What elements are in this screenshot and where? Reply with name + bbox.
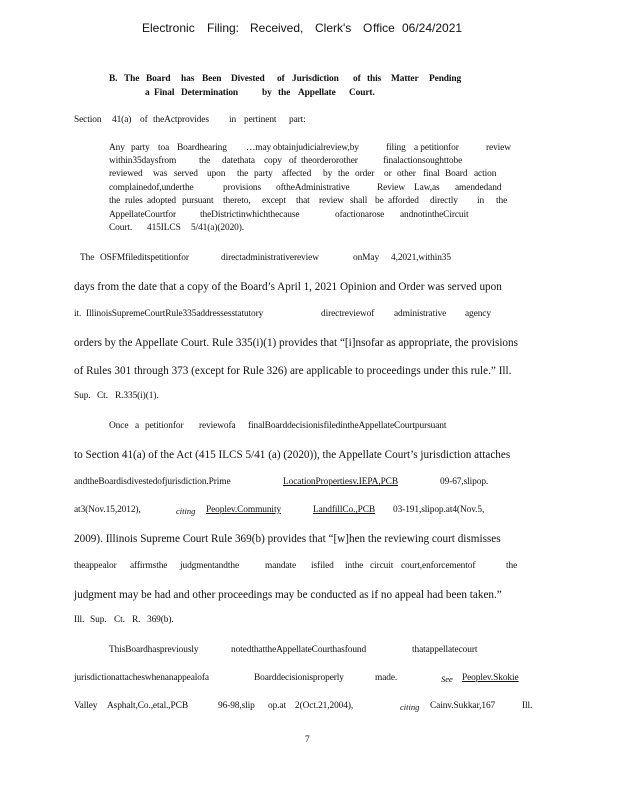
heading-word: Board [146, 74, 171, 84]
heading-word: Court. [349, 88, 375, 98]
quote-word: was [153, 169, 168, 179]
body-word: Boarddecisionisproperly [254, 673, 344, 683]
heading-word: the [278, 88, 291, 98]
quote-word: pursuant [182, 196, 214, 206]
heading-word: Divested [231, 74, 265, 84]
quote-word: other [397, 169, 416, 179]
header-word: Electronic [142, 21, 195, 35]
body-word: agency [465, 309, 491, 319]
quote-word: Board [445, 169, 468, 179]
quote-word: review [319, 196, 344, 206]
heading-word: Appellate [298, 88, 336, 98]
body-word: Ct. [97, 391, 108, 401]
quote-word: theDistrictinwhichthecause [200, 210, 300, 220]
quote-word: affected [282, 169, 312, 179]
body-word: directadministrativereview [221, 253, 319, 263]
signal-citing: citing [400, 702, 420, 712]
quote-word: Law,as [414, 183, 440, 193]
quote-word: 415ILCS [147, 223, 181, 233]
page-number: 7 [305, 735, 310, 745]
quote-word: the [109, 196, 121, 206]
body-word: IllinoisSupremeCourtRule335addressesstatutory [86, 309, 264, 319]
header-word: Received, [250, 21, 304, 35]
quote-word: by [323, 169, 333, 179]
heading-word: B. [109, 74, 118, 84]
body-word: Sup. [90, 615, 107, 625]
intro-word: Section [74, 115, 102, 125]
body-word: reviewofa [199, 421, 236, 431]
quote-word: in [477, 196, 485, 206]
quote-word: action [474, 169, 497, 179]
body-word: R.335(i)(1). [115, 391, 159, 401]
body-word: Ct. [114, 615, 125, 625]
body-word: 96-98,slip [218, 701, 255, 711]
quote-word: order [355, 169, 375, 179]
intro-word: pertinent [244, 115, 277, 125]
body-word: Sup. [74, 391, 91, 401]
body-line: to Section 41(a) of the Act (415 ILCS 5/41 (a) (2020)), the Appellate Court’s jurisdiction attaches [74, 449, 511, 461]
body-word: directreviewof [321, 309, 375, 319]
quote-word: amendedand [455, 183, 502, 193]
body-word: 4,2021,within35 [391, 253, 451, 263]
quote-word: toa [158, 143, 170, 153]
quote-word: datethata [222, 156, 255, 166]
body-word: mandate [265, 561, 297, 571]
quote-word: Court. [109, 223, 133, 233]
quote-word: oftheAdministrative [276, 183, 350, 193]
intro-word: 41(a) [112, 115, 132, 125]
body-word: court,enforcementof [401, 561, 476, 571]
case-citation: LocationPropertiesv.IEPA,PCB [283, 477, 398, 487]
case-citation: LandfillCo.,PCB [313, 505, 376, 515]
quote-word: be [375, 196, 384, 206]
body-word: ThisBoardhaspreviously [109, 645, 199, 655]
quote-word: obtainjudicialreview,by [273, 143, 359, 153]
case-citation: Peoplev.Community [206, 505, 282, 515]
body-word: The [80, 253, 95, 263]
body-word: Valley [74, 701, 98, 711]
quote-word: AppellateCourtfor [109, 210, 177, 220]
quote-word: within35daysfrom [109, 156, 177, 166]
body-word: the [506, 561, 518, 571]
body-word: finalBoarddecisionisfiledintheAppellateCourtpursuant [248, 421, 447, 431]
quote-word: filing [386, 143, 406, 153]
heading-word: The [124, 74, 140, 84]
quote-word: thereto, [223, 196, 251, 206]
quote-word: upon [207, 169, 226, 179]
quote-word: provisions [223, 183, 262, 193]
body-word: Asphalt,Co.,etal.,PCB [107, 701, 188, 711]
body-word: 369(b). [147, 615, 174, 625]
quote-word: complainedof,underthe [109, 183, 194, 193]
quote-word: directly [430, 196, 458, 206]
body-word: jurisdictionattacheswhenanappealofa [74, 673, 209, 683]
body-line: orders by the Appellate Court. Rule 335(i)(1) provides that “[i]nsofar as appropriate, the provisions [74, 337, 518, 349]
body-word: Ill. [522, 701, 533, 711]
heading-word: a [145, 88, 150, 98]
intro-word: theActprovides [153, 115, 209, 125]
body-line: of Rules 301 through 373 (except for Rule 326) are applicable to proceedings under this rule.” Ill. [74, 365, 512, 377]
quote-word: served [174, 169, 198, 179]
heading-word: of [277, 74, 285, 84]
quote-word: the [237, 169, 249, 179]
body-word: affirmsthe [130, 561, 168, 571]
heading-word: this [367, 74, 382, 84]
body-word: made. [375, 673, 398, 683]
body-word: op.at [268, 701, 286, 711]
case-citation: Peoplev.Skokie [462, 673, 519, 683]
body-word: inthe [345, 561, 364, 571]
quote-word: a petitionfor [414, 143, 459, 153]
body-line: 2009). Illinois Supreme Court Rule 369(b) provides that “[w]hen the reviewing court dismisses [74, 533, 501, 545]
signal-see: See [441, 674, 453, 684]
heading-word: by [262, 88, 272, 98]
body-word: thatappellatecourt [412, 645, 478, 655]
quote-word: that [296, 196, 310, 206]
body-word: petitionfor [145, 421, 184, 431]
heading-word: has [181, 74, 195, 84]
body-word: Cainv.Sukkar,167 [430, 701, 496, 711]
body-word: a [135, 421, 140, 431]
heading-word: Matter [391, 74, 419, 84]
quote-word: shall [350, 196, 368, 206]
body-word: onMay [353, 253, 380, 263]
quote-word: or [384, 169, 392, 179]
body-word: Once [109, 421, 129, 431]
body-word: at3(Nov.15,2012), [74, 505, 141, 515]
body-word: isfiled [311, 561, 334, 571]
header-word: O [363, 21, 373, 35]
quote-word: rules [125, 196, 143, 206]
body-word: 2(Oct.21,2004), [295, 701, 354, 711]
quote-word: adopted [147, 196, 176, 206]
quote-word: …may [246, 143, 272, 153]
body-word: notedthattheAppellateCourthasfound [231, 645, 367, 655]
quote-word: Any [109, 143, 125, 153]
intro-word: part: [289, 115, 306, 125]
quote-word: andnotintheCircuit [400, 210, 469, 220]
intro-word: of [140, 115, 148, 125]
quote-word: ofactionarose [335, 210, 385, 220]
body-word: circuit [370, 561, 394, 571]
quote-word: party [254, 169, 273, 179]
quote-word: except [262, 196, 286, 206]
heading-word: Been [202, 74, 222, 84]
header-date: 06/24/2021 [402, 21, 463, 35]
heading-word: Final [154, 88, 175, 98]
body-word: 09-67,slipop. [440, 477, 489, 487]
quote-word: party [131, 143, 150, 153]
body-word: 03-191,slipop.at4(Nov.5, [393, 505, 485, 515]
body-line: judgment may be had and other proceedings may be conducted as if no appeal had been taken.” [74, 589, 502, 601]
heading-word: Jurisdiction [292, 74, 339, 84]
quote-word: final [423, 169, 440, 179]
body-line: days from the date that a copy of the Board’s April 1, 2021 Opinion and Order was served upon [74, 281, 502, 293]
quote-word: the [338, 169, 350, 179]
intro-word: in [229, 115, 237, 125]
body-word: judgmentandthe [180, 561, 240, 571]
heading-word: Pending [429, 74, 462, 84]
body-word: administrative [394, 309, 447, 319]
heading-word: of [353, 74, 361, 84]
quote-word: copy [264, 156, 282, 166]
quote-word: the [199, 156, 211, 166]
body-word: R. [132, 615, 141, 625]
body-word: andtheBoardisdivestedofjurisdiction.Prime [74, 477, 231, 487]
quote-word: the [496, 196, 508, 206]
header-word: ffice [373, 21, 395, 35]
header-word: Clerk's [315, 21, 352, 35]
body-word: OSFMfileditspetitionfor [100, 253, 189, 263]
quote-word: afforded [388, 196, 419, 206]
quote-word: review [486, 143, 511, 153]
body-word: Ill. [74, 615, 85, 625]
header-word: Filing: [207, 21, 240, 35]
heading-word: Determination [181, 88, 239, 98]
quote-word: Boardhearing [177, 143, 227, 153]
signal-citing: citing [176, 506, 196, 516]
quote-word: of [289, 156, 297, 166]
quote-word: finalactionsoughttobe [383, 156, 463, 166]
body-word: theappealor [74, 561, 117, 571]
quote-word: reviewed [109, 169, 143, 179]
quote-word: Review [377, 183, 406, 193]
quote-word: 5/41(a)(2020). [191, 223, 245, 233]
quote-word: theorderorother [301, 156, 358, 166]
body-word: it. [74, 309, 82, 319]
